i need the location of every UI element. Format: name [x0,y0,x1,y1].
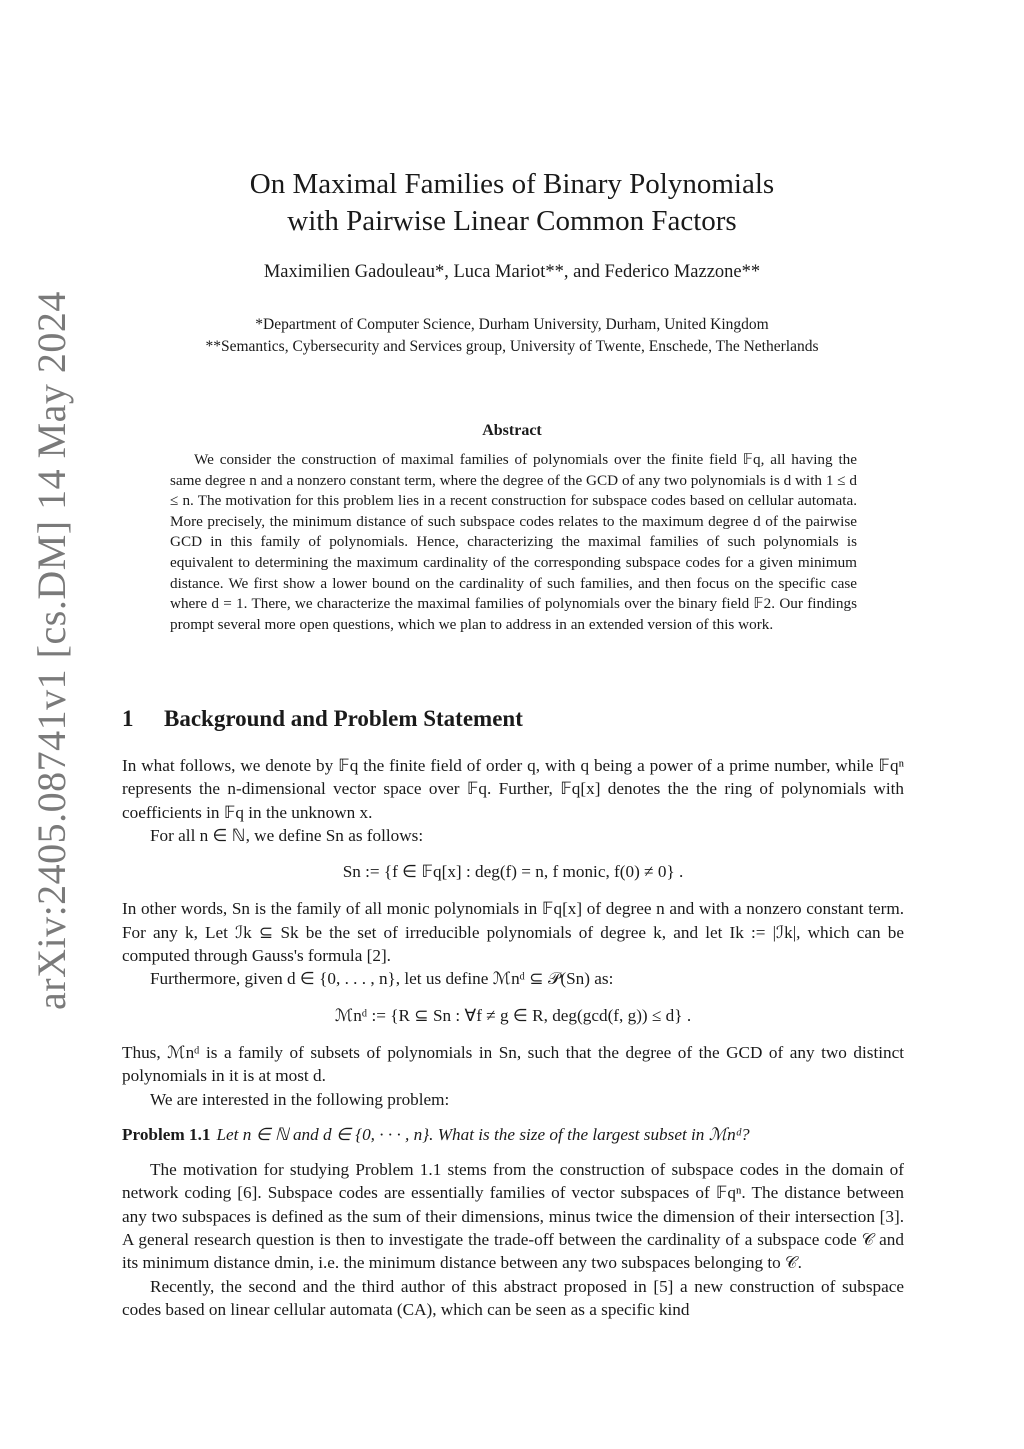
paragraph-5: Thus, ℳnᵈ is a family of subsets of polynomials in Sn, such that the degree of the GCD of any two distinct polynomials in it is at most d. [122,1042,904,1086]
paragraph-1: In what follows, we denote by 𝔽q the finite field of order q, with q being a power of a prime number, while 𝔽qⁿ represents the n-dimensional vector space over 𝔽q. Further, 𝔽q[x] denotes the the ring of polynomials with coefficients in 𝔽q in the unknown x. [122,756,904,822]
section-heading [122,706,523,732]
section-number: 1 [122,706,134,731]
author-list: Maximilien Gadouleau*, Luca Mariot**, and Federico Mazzone** [263,262,761,282]
paragraph-4: Furthermore, given d ∈ {0, . . . , n}, let us define ℳnᵈ ⊆ 𝒫(Sn) as: [150,969,614,989]
paragraph-7: The motivation for studying Problem 1.1 stems from the construction of subspace codes in the domain of network coding [6]. Subspace codes are essentially families of vector subspaces of 𝔽qⁿ. The distance between any two subspaces is defined as the sum of their dimensions, minus twice the dimension of their intersection [3]. A general research question is then to investigate the trade-off between the cardinality of a subspace code 𝒞 and its minimum distance dmin, i.e. the minimum distance between any two subspaces belonging to 𝒞. [122,1160,904,1273]
title-line-1: On Maximal Families of Binary Polynomials [249,168,775,200]
paragraph-2: For all n ∈ ℕ, we define Sn as follows: [150,825,424,845]
problem-label: Problem 1.1 [122,1124,211,1144]
arxiv-identifier: arXiv:2405.08741v1 [cs.DM] 14 May 2024 [29,291,74,1010]
problem-statement [122,1123,904,1146]
paragraph-3: In other words, Sn is the family of all monic polynomials in 𝔽q[x] of degree n and with a nonzero constant term. For any k, Let ℐk ⊆ Sk be the set of irreducible polynomials of degree k, and let Ik := |ℐk|, which can be computed through Gauss's formula [2]. [122,899,904,966]
equation-sn: Sn := {f ∈ 𝔽q[x] : deg(f) = n, f monic, f(0) ≠ 0} . [342,862,684,882]
section-title: Background and Problem Statement [164,706,523,731]
paragraph-8: Recently, the second and the third author of this abstract proposed in [5] a new construction of subspace codes based on linear cellular automata (CA), which can be seen as a specific kind [122,1276,904,1319]
affiliation-twente: **Semantics, Cybersecurity and Services group, University of Twente, Enschede, The Netherlands [205,338,819,355]
equation-mnd: ℳnᵈ := {R ⊆ Sn : ∀f ≠ g ∈ R, deg(gcd(f, g)) ≤ d} . [334,1005,692,1025]
affiliations [120,314,904,358]
abstract-heading: Abstract [482,422,542,439]
affiliation-durham: *Department of Computer Science, Durham University, Durham, United Kingdom [255,316,769,333]
problem-text: Let n ∈ ℕ and d ∈ {0, · · · , n}. What is the size of the largest subset in ℳnᵈ? [216,1124,750,1144]
paragraph-6: We are interested in the following problem: [150,1089,450,1109]
title-line-2: with Pairwise Linear Common Factors [287,205,737,237]
body-text [122,754,904,1321]
paper-title [120,166,904,240]
abstract-text: We consider the construction of maximal families of polynomials over the finite field 𝔽q, all having the same degree n and a nonzero constant term, where the degree of the GCD of any two polynomials is d with 1 ≤ d ≤ n. The motivation for this problem lies in a recent construction for subspace codes based on cellular automata. More precisely, the minimum distance of such subspace codes relates to the maximum degree d of the pairwise GCD in this family of polynomials. Hence, characterizing the maximal families of such polynomials is equivalent to determining the maximum cardinality of the corresponding subspace codes for a given minimum distance. We first show a lower bound on the cardinality of such families, and then focus on the specific case where d = 1. There, we characterize the maximal families of polynomials over the binary field 𝔽2. Our findings prompt several more open questions, which we plan to address in an extended version of this work. [170,451,857,633]
